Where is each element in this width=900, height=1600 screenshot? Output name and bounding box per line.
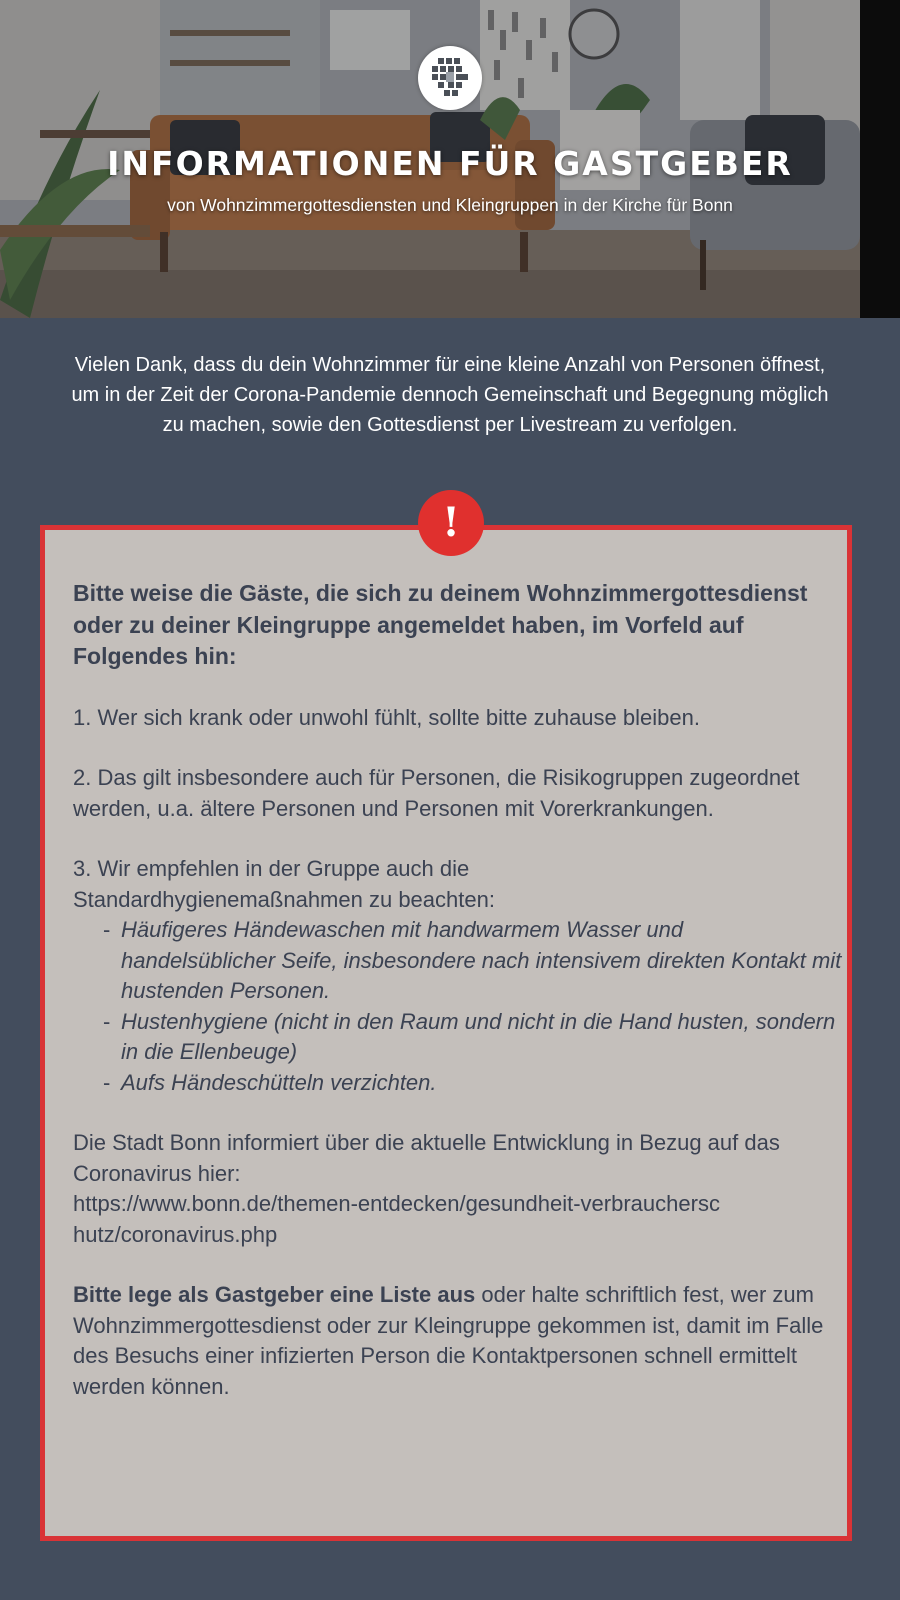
city-url-line-2[interactable]: hutz/coronavirus.php <box>73 1221 278 1247</box>
notice-content <box>73 578 843 1402</box>
exclamation-icon: ! <box>418 490 484 556</box>
logo-mark <box>432 58 468 98</box>
guest-list-bold: Bitte lege als Gastgeber eine Liste aus <box>73 1282 476 1307</box>
page-title: INFORMATIONEN FÜR GASTGEBER <box>107 144 793 183</box>
hygiene-item: - Häufigeres Händewaschen mit handwarmem Wasser und handelsüblicher Seife, insbesondere nach intensivem direkten Kontakt mit hustenden Personen. <box>73 915 843 1007</box>
hygiene-item: - Aufs Händeschütteln verzichten. <box>73 1068 843 1099</box>
city-info: Die Stadt Bonn informiert über die aktuelle Entwicklung in Bezug auf das Coronavirus hier: <box>73 1130 780 1186</box>
city-url-line-1[interactable]: https://www.bonn.de/themen-entdecken/gesundheit-verbrauchersc <box>73 1191 720 1216</box>
point-3-line-1: 3. Wir empfehlen in der Gruppe auch die <box>73 856 470 881</box>
hero-image <box>0 0 900 318</box>
point-1: 1. Wer sich krank oder unwohl fühlt, sollte bitte zuhause bleiben. <box>73 704 700 730</box>
notice-lead: Bitte weise die Gäste, die sich zu deinem Wohnzimmergottesdienst oder zu deiner Kleingruppe angemeldet haben, im Vorfeld auf Folgendes hin: <box>73 580 808 669</box>
point-3-line-2: Standardhygienemaßnahmen zu beachten: <box>73 886 495 912</box>
page-subtitle: von Wohnzimmergottesdiensten und Kleingruppen in der Kirche für Bonn <box>167 195 733 215</box>
intro-text: Vielen Dank, dass du dein Wohnzimmer für eine kleine Anzahl von Personen öffnest, um in der Zeit der Corona-Pandemie dennoch Gemeinschaft und Begegnung möglich zu machen, sowie den Gottesdienst per Livestream zu verfolgen. <box>71 354 829 436</box>
guest-list-note <box>73 1280 843 1402</box>
point-2: 2. Das gilt insbesondere auch für Personen, die Risikogruppen zugeordnet werden, u.a. ältere Personen und Personen mit Vorerkrankungen. <box>73 765 800 821</box>
hygiene-item: - Hustenhygiene (nicht in den Raum und nicht in die Hand husten, sondern in die Ellenbeuge) <box>73 1007 843 1068</box>
church-logo-icon <box>418 46 482 110</box>
hygiene-list <box>73 915 843 1098</box>
guest-list-rest: oder halte schriftlich fest, wer zum Wohnzimmergottesdienst oder zur Kleingruppe gekommen ist, damit im Falle des Besuchs einer infizierten Person die Kontaktpersonen schnell ermittelt werden können. <box>73 1282 824 1399</box>
